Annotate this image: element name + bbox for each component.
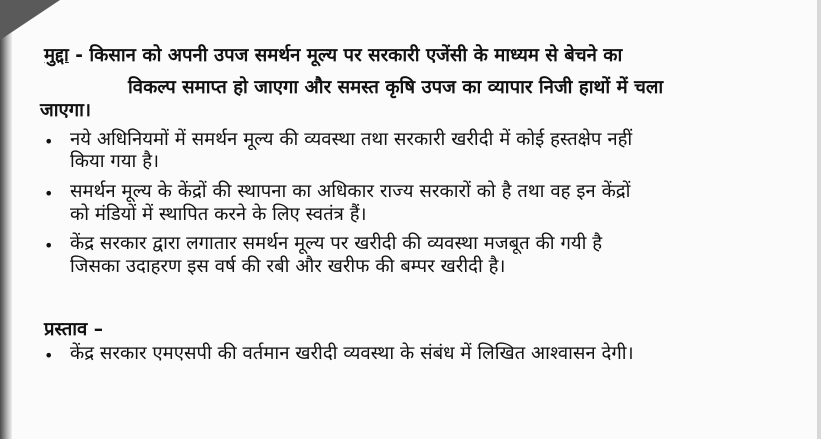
bullet-2-line-1: समर्थन मूल्य के केंद्रों की स्थापना का अधिकार राज्य सरकारों को है तथा वह इन केंद्रों	[70, 181, 631, 202]
issue-label: मुद्दा	[44, 45, 69, 66]
bullet-3-line-2: जिसका उदाहरण इस वर्ष की रबी और खरीफ की बम्पर खरीदी है।	[70, 256, 506, 277]
issue-line-2: विकल्प समाप्त हो जाएगा और समस्त कृषि उपज का व्यापार निजी हाथों में चला	[128, 77, 664, 98]
folded-corner	[0, 0, 60, 40]
issue-line-3: जाएगा।	[40, 100, 91, 121]
issue-text-1: - किसान को अपनी उपज समर्थन मूल्य पर सरकारी एजेंसी के माध्यम से बेचने का	[68, 45, 623, 66]
bullet-2-line-2: को मंडियों में स्थापित करने के लिए स्वतंत्र हैं।	[70, 204, 367, 225]
proposal-item-1	[0, 342, 821, 370]
proposal-heading: प्रस्ताव –	[44, 319, 104, 340]
bullet-item-2	[0, 180, 821, 232]
bullet-dot: •	[44, 132, 54, 151]
bullet-dot: •	[44, 236, 54, 255]
issue-line-1	[44, 44, 622, 68]
proposal-item-1-text: केंद्र सरकार एमएसपी की वर्तमान खरीदी व्यवस्था के संबंध में लिखित आश्वासन देगी।	[70, 343, 634, 364]
bullet-1-line-2: किया गया है।	[70, 151, 160, 172]
bullet-3-line-1: केंद्र सरकार द्वारा लगातार समर्थन मूल्य पर खरीदी की व्यवस्था मजबूत की गयी है	[70, 233, 603, 254]
bullet-dot: •	[44, 184, 54, 203]
bullet-1-line-1: नये अधिनियमों में समर्थन मूल्य की व्यवस्था तथा सरकारी खरीदी में कोई हस्तक्षेप नहीं	[70, 129, 633, 150]
bullet-dot: •	[44, 346, 54, 365]
bullet-item-3	[0, 232, 821, 284]
bullet-item-1	[0, 128, 821, 180]
